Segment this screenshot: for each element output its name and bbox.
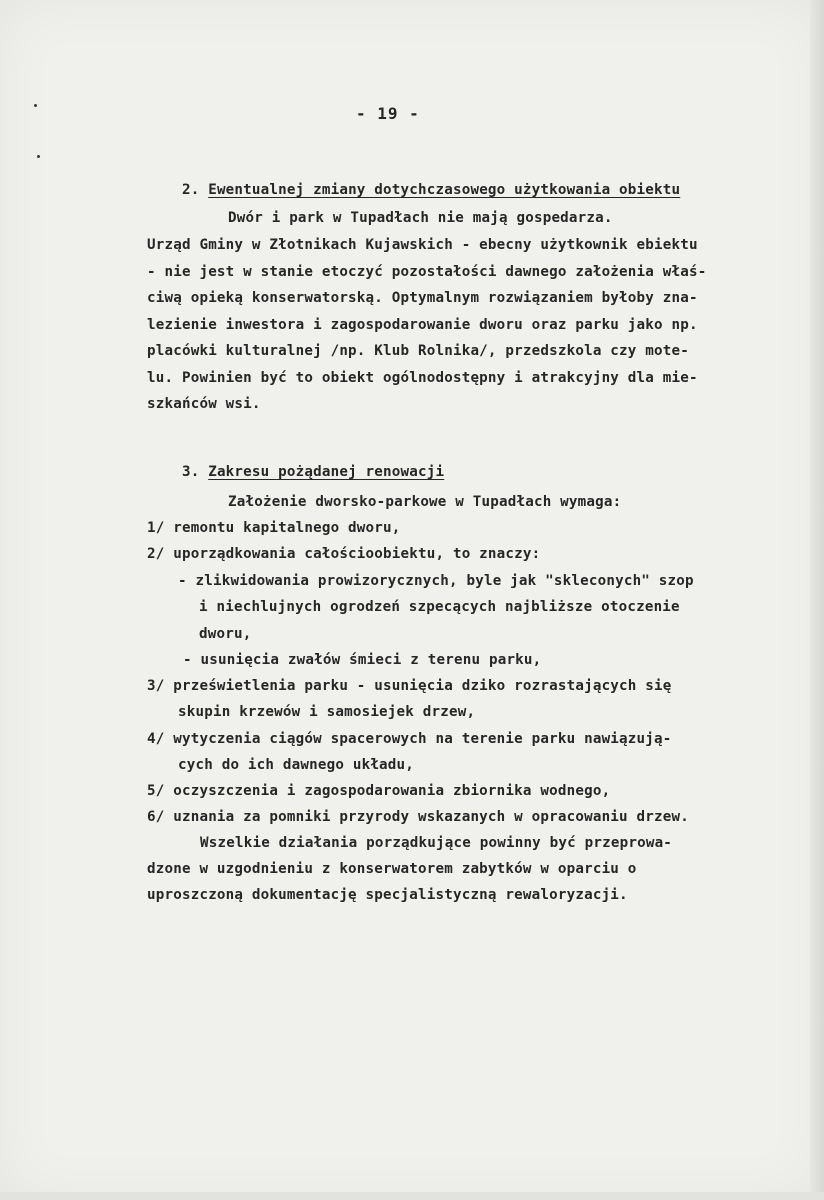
list-item: 6/ uznania za pomniki przyrody wskazanych w opracowaniu drzew. bbox=[147, 809, 689, 825]
paragraph-line: uproszczoną dokumentację specjalistyczną rewaloryzacji. bbox=[147, 887, 628, 903]
paragraph-line: Urząd Gminy w Złotnikach Kujawskich - ebecny użytkownik ebiektu bbox=[147, 237, 698, 253]
margin-speck bbox=[37, 155, 40, 158]
list-item: cych do ich dawnego układu, bbox=[178, 757, 415, 773]
paragraph-line: Wszelkie działania porządkujące powinny być przeprowa- bbox=[200, 835, 673, 851]
page-bottom-edge bbox=[0, 1192, 824, 1200]
section-2-title: Ewentualnej zmiany dotychczasowego użytkowania obiektu bbox=[208, 182, 681, 198]
paragraph-line: - nie jest w stanie etoczyć pozostałości dawnego założenia właś- bbox=[147, 264, 707, 280]
page-number: - 19 - bbox=[356, 104, 420, 123]
margin-speck bbox=[34, 104, 37, 107]
sub-list-item: - zlikwidowania prowizorycznych, byle jak "skleconych" szop bbox=[178, 573, 694, 589]
sub-list-item: dworu, bbox=[199, 626, 252, 642]
list-item: 4/ wytyczenia ciągów spacerowych na terenie parku nawiązują- bbox=[147, 731, 672, 747]
list-item: 1/ remontu kapitalnego dworu, bbox=[147, 520, 401, 536]
list-item: skupin krzewów i samosiejek drzew, bbox=[178, 704, 476, 720]
sub-list-item: i niechlujnych ogrodzeń szpecących najbliższe otoczenie bbox=[199, 599, 680, 615]
paragraph-line: Założenie dworsko-parkowe w Tupadłach wymaga: bbox=[228, 494, 622, 510]
list-item: 3/ prześwietlenia parku - usunięcia dziko rozrastających się bbox=[147, 678, 672, 694]
page-edge-shadow bbox=[810, 0, 824, 1200]
section-2-number: 2. bbox=[181, 182, 200, 198]
paragraph-line: Dwór i park w Tupadłach nie mają gospedarza. bbox=[228, 210, 613, 226]
paragraph-line: ciwą opieką konserwatorską. Optymalnym rozwiązaniem byłoby zna- bbox=[147, 290, 698, 306]
paragraph-line: dzone w uzgodnieniu z konserwatorem zabytków w oparciu o bbox=[147, 861, 637, 877]
paragraph-line: szkańców wsi. bbox=[147, 396, 261, 412]
paragraph-line: lu. Powinien być to obiekt ogólnodostępny i atrakcyjny dla mie- bbox=[147, 370, 698, 386]
paragraph-line: lezienie inwestora i zagospodarowanie dworu oraz parku jako np. bbox=[147, 317, 698, 333]
list-item: 5/ oczyszczenia i zagospodarowania zbiornika wodnego, bbox=[147, 783, 611, 799]
paragraph-line: placówki kulturalnej /np. Klub Rolnika/, przedszkola czy mote- bbox=[147, 343, 689, 359]
section-3-title: Zakresu pożądanej renowacji bbox=[208, 464, 445, 480]
list-item: 2/ uporządkowania całościoobiektu, to znaczy: bbox=[147, 546, 541, 562]
section-3-number: 3. bbox=[181, 464, 200, 480]
sub-list-item: - usunięcia zwałów śmieci z terenu parku, bbox=[183, 652, 542, 668]
